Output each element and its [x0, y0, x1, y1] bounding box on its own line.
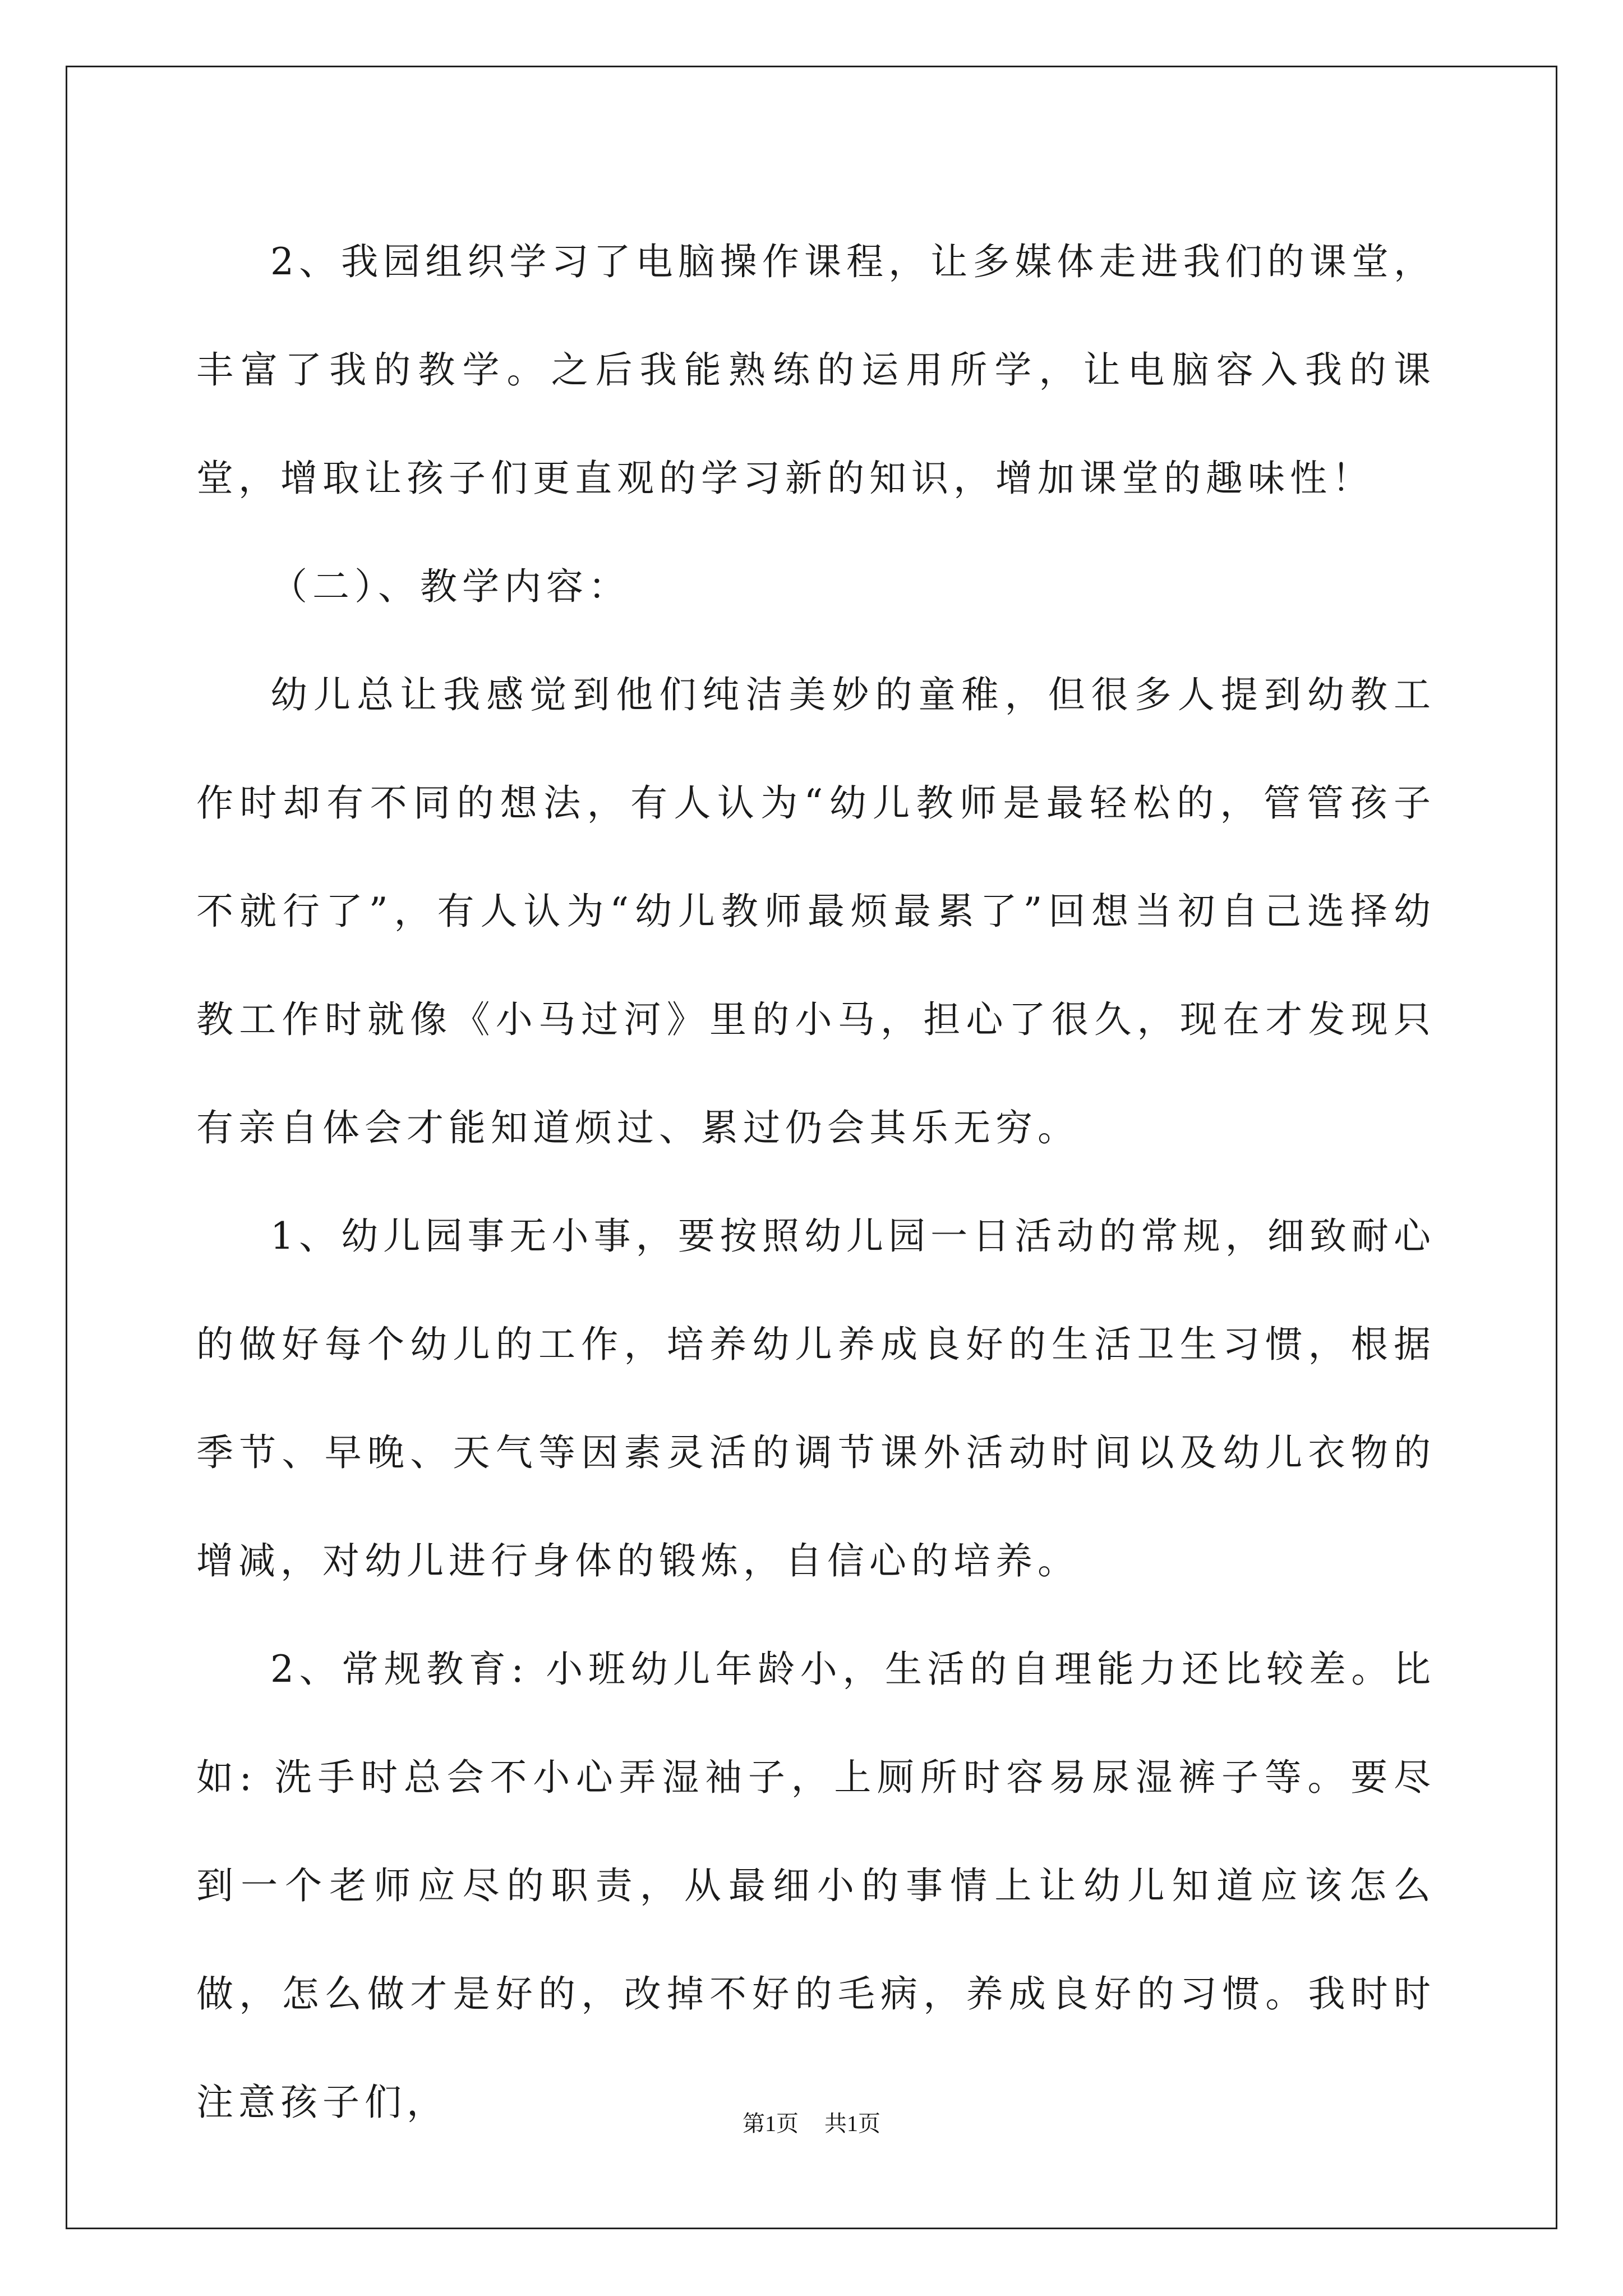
paragraph-daily-routine: 1、幼儿园事无小事，要按照幼儿园一日活动的常规，细致耐心的做好每个幼儿的工作，培养幼儿养成良好的生活卫生习惯，根据季节、早晚、天气等因素灵活的调节课外活动时间以及幼儿衣物的增减，对幼儿进行身体的锻炼，自信心的培养。: [196, 1214, 1436, 1582]
document-body: [196, 208, 1436, 2156]
page-total: 共1页: [824, 2111, 880, 2136]
section-heading-teaching-content: （二）、教学内容：: [270, 565, 630, 608]
paragraph-routine-education: 2、常规教育: 小班幼儿年龄小，生活的自理能力还比较差。比如: 洗手时总会不小心弄湿袖子，上厕所时容易尿湿裤子等。要尽到一个老师应尽的职责，从最细小的事情上让幼儿知道应该怎么做，怎么做才是好的，改掉不好的毛病，养成良好的习惯。我时时注意孩子们，: [196, 1648, 1436, 2124]
paragraph-computer-course: 2、我园组织学习了电脑操作课程，让多媒体走进我们的课堂，丰富了我的教学。之后我能熟练的运用所学，让电脑容入我的课堂，增取让孩子们更直观的学习新的知识，增加课堂的趣味性！: [196, 240, 1436, 500]
paragraph-kindergarten-reflection: 幼儿总让我感觉到他们纯洁美妙的童稚，但很多人提到幼教工作时却有不同的想法，有人认为“幼儿教师是最轻松的，管管孩子不就行了”，有人认为“幼儿教师最烦最累了”回想当初自己选择幼教工作时就像《小马过河》里的小马，担心了很久，现在才发现只有亲自体会才能知道烦过、累过仍会其乐无穷。: [196, 673, 1436, 1149]
page-footer: [0, 2106, 1623, 2138]
page-number: 第1页: [743, 2111, 799, 2136]
